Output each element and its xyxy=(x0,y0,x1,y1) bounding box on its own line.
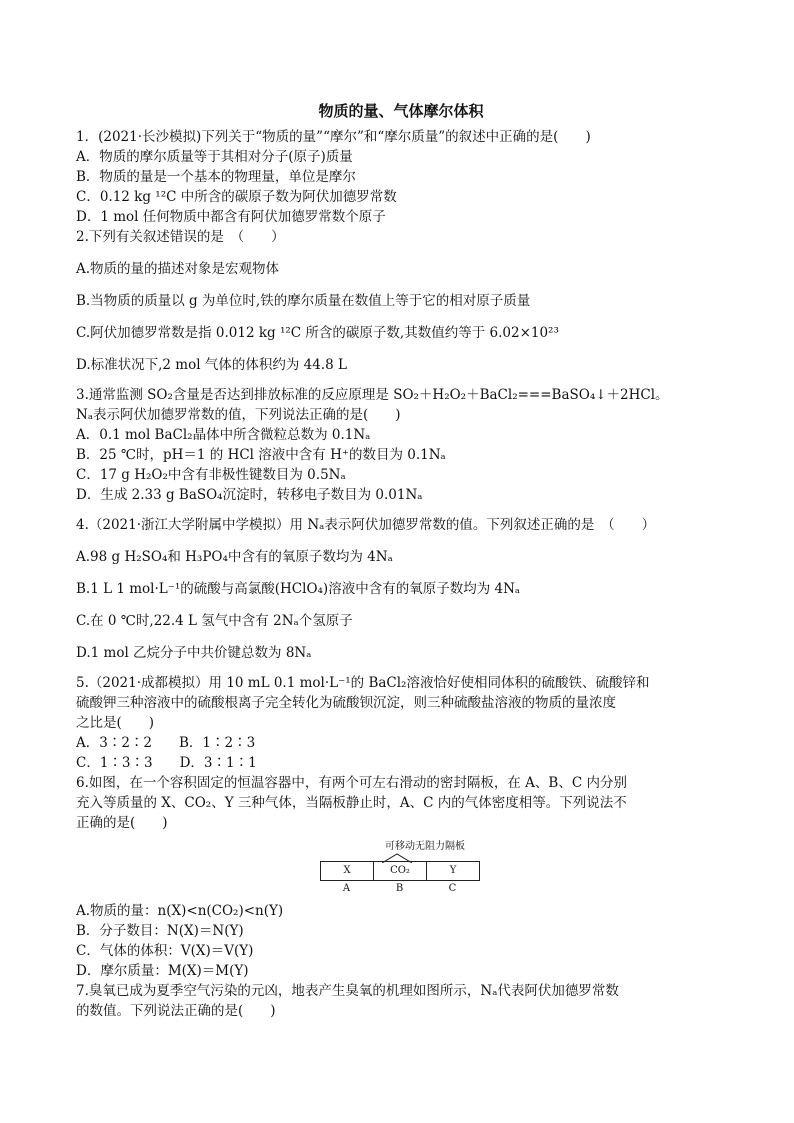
chamber-y: Y xyxy=(449,865,457,876)
label-c: C xyxy=(448,883,457,894)
question-6-stem-line-2: 充入等质量的 X、CO₂、Y 三种气体，当隔板静止时，A、C 内的气体密度相等。下列说法不 xyxy=(76,795,627,811)
question-6-option-a: A.物质的量：n(X)<n(CO₂)<n(Y) xyxy=(76,903,284,919)
page-title: 物质的量、气体摩尔体积 xyxy=(318,102,484,120)
diagram-title: 可移动无阻力隔板 xyxy=(385,841,465,852)
question-4-option-d: D.1 mol 乙烷分子中共价键总数为 8Nₐ xyxy=(76,645,312,661)
question-4-option-a: A.98 g H₂SO₄和 H₃PO₄中含有的氧原子数均为 4Nₐ xyxy=(76,549,393,565)
question-2-option-d: D.标准状况下,2 mol 气体的体积约为 44.8 L xyxy=(76,357,347,373)
question-1-option-b: B．物质的量是一个基本的物理量，单位是摩尔 xyxy=(76,169,356,185)
question-3-stem-line-2: Nₐ表示阿伏加德罗常数的值，下列说法正确的是( ) xyxy=(76,407,401,423)
question-5-options-ab: A．3∶2∶2 B．1∶2∶3 xyxy=(76,735,256,751)
question-1-option-c: C．0.12 kg ¹²C 中所含的碳原子数为阿伏加德罗常数 xyxy=(76,189,397,205)
question-3-stem-line-1: 3.通常监测 SO₂含量是否达到排放标准的反应原理是 SO₂＋H₂O₂＋BaCl₂===BaSO₄↓＋2HCl。 xyxy=(76,387,669,403)
question-3 xyxy=(76,385,726,505)
question-1-stem: 1．(2021·长沙模拟)下列关于“物质的量”“摩尔”和“摩尔质量”的叙述中正确的是( ) xyxy=(76,129,591,145)
question-1-option-d: D．1 mol 任何物质中都含有阿伏加德罗常数个原子 xyxy=(76,209,386,225)
diagram-labels xyxy=(320,883,479,894)
question-5 xyxy=(76,673,726,773)
question-2-option-c: C.阿伏加德罗常数是指 0.012 kg ¹²C 所含的碳原子数,其数值约等于 6.02×10²³ xyxy=(76,325,559,341)
question-2-option-a: A.物质的量的描述对象是宏观物体 xyxy=(76,261,280,277)
question-4-option-c: C.在 0 ℃时,22.4 L 氢气中含有 2Nₐ个氢原子 xyxy=(76,613,353,629)
question-2 xyxy=(76,227,726,375)
question-6 xyxy=(76,773,726,981)
chamber-co2: CO₂ xyxy=(374,862,427,880)
question-3-option-c: C．17 g H₂O₂中含有非极性键数目为 0.5Nₐ xyxy=(76,467,346,483)
question-7-stem-line-2: 的数值。下列说法正确的是( ) xyxy=(76,1003,276,1019)
question-6-option-c: C．气体的体积：V(X)＝V(Y) xyxy=(76,943,254,959)
question-4-option-b: B.1 L 1 mol·L⁻¹的硫酸与高氯酸(HClO₄)溶液中含有的氧原子数均为 4Nₐ xyxy=(76,581,521,597)
question-5-stem-line-2: 硫酸钾三种溶液中的硫酸根离子完全转化为硫酸钡沉淀，则三种硫酸盐溶液的物质的量浓度 xyxy=(76,695,616,711)
question-2-option-b: B.当物质的质量以 g 为单位时,铁的摩尔质量在数值上等于它的相对原子质量 xyxy=(76,293,531,309)
question-6-stem-line-3: 正确的是( ) xyxy=(76,815,168,831)
question-5-stem-line-3: 之比是( ) xyxy=(76,715,155,731)
question-1-option-a: A．物质的摩尔质量等于其相对分子(原子)质量 xyxy=(76,149,353,165)
document-page xyxy=(76,100,726,1021)
diagram-chambers xyxy=(320,861,480,881)
question-4-stem: 4.（2021·浙江大学附属中学模拟）用 Nₐ表示阿伏加德罗常数的值。下列叙述正确的是 （ ） xyxy=(76,517,656,533)
question-7 xyxy=(76,981,726,1021)
question-5-options-cd: C．1∶3∶3 D．3∶1∶1 xyxy=(76,755,257,771)
question-3-option-d: D．生成 2.33 g BaSO₄沉淀时，转移电子数目为 0.01Nₐ xyxy=(76,487,423,503)
question-6-option-b: B．分子数目：N(X)＝N(Y) xyxy=(76,923,244,939)
container-diagram xyxy=(320,837,620,899)
chamber-x: X xyxy=(321,862,374,880)
question-3-option-a: A．0.1 mol BaCl₂晶体中所含微粒总数为 0.1Nₐ xyxy=(76,427,371,443)
question-5-stem-line-1: 5.（2021·成都模拟）用 10 mL 0.1 mol·L⁻¹的 BaCl₂溶液恰好使相同体积的硫酸铁、硫酸锌和 xyxy=(76,675,650,691)
label-a: A xyxy=(342,883,351,894)
question-1 xyxy=(76,127,726,227)
question-4 xyxy=(76,515,726,663)
label-b: B xyxy=(395,883,404,894)
question-2-stem: 2.下列有关叙述错误的是 （ ） xyxy=(76,229,285,245)
question-6-option-d: D．摩尔质量：M(X)＝M(Y) xyxy=(76,963,249,979)
question-7-stem-line-1: 7.臭氧已成为夏季空气污染的元凶，地表产生臭氧的机理如图所示，Nₐ代表阿伏加德罗常数 xyxy=(76,983,619,999)
question-6-stem-line-1: 6.如图，在一个容积固定的恒温容器中，有两个可左右滑动的密封隔板，在 A、B、C 内分别 xyxy=(76,775,627,791)
question-3-option-b: B．25 ℃时，pH＝1 的 HCl 溶液中含有 H⁺的数目为 0.1Nₐ xyxy=(76,447,446,463)
